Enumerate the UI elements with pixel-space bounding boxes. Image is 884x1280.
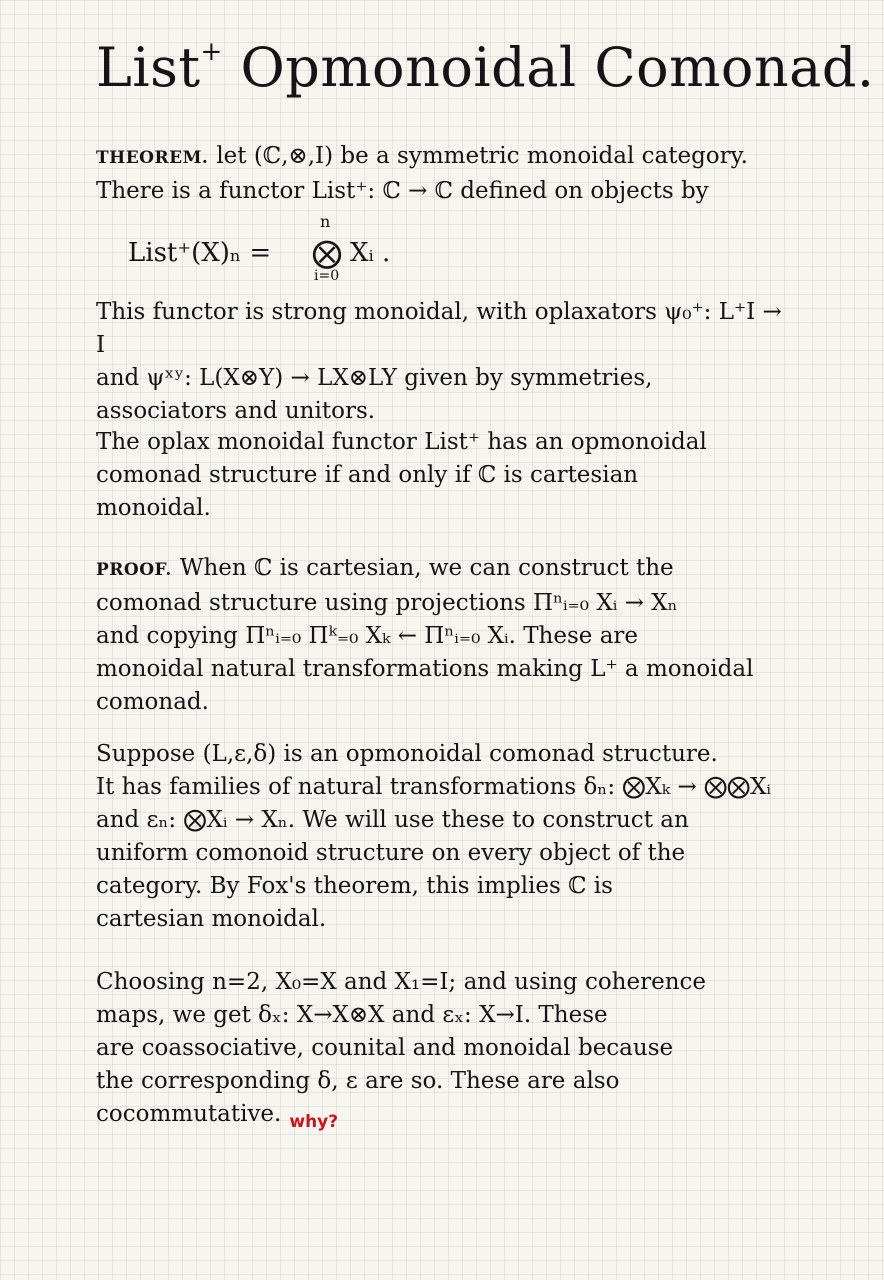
text-line: comonad structure using projections Πⁿᵢ₌₀ Xᵢ → Xₙ [96,590,678,616]
tensor-operator: ⨂ [312,236,342,271]
text-line: When ℂ is cartesian, we can construct the [179,555,674,581]
text-line: category. By Fox's theorem, this implies ℂ is [96,873,613,899]
text-line: and εₙ: ⨂Xᵢ → Xₙ. We will use these to construct an [96,807,689,833]
text-line: are coassociative, counital and monoidal because [96,1035,674,1061]
proof-block [96,552,796,719]
text-line: and copying Πⁿᵢ₌₀ Πᵏ₌₀ Xₖ ← Πⁿᵢ₌₀ Xᵢ. These are [96,623,639,649]
page-title [96,36,875,99]
title-sup: + [200,37,223,67]
list-formula [128,212,528,290]
text-line: It has families of natural transformations δₙ: ⨂Xₖ → ⨂⨂Xᵢ [96,774,772,800]
formula-upper-bound: n [320,212,331,231]
text-line: monoidal natural transformations making L⁺ a monoidal [96,656,754,682]
proof-label: PROOF. [96,560,172,580]
formula-lower-bound: i=0 [314,268,340,284]
paragraph-claim [96,426,796,525]
text-line: monoidal. [96,495,211,521]
title-rest: Opmonoidal Comonad. [240,36,875,99]
text-line: The oplax monoidal functor List⁺ has an opmonoidal [96,429,707,455]
formula-lhs: List⁺(X)ₙ = [128,238,272,268]
text-line: Suppose (L,ε,δ) is an opmonoidal comonad structure. [96,741,718,767]
text-line: Choosing n=2, X₀=X and X₁=I; and using coherence [96,969,707,995]
text-line: comonad. [96,689,209,715]
formula-rhs: Xᵢ . [350,238,391,268]
text-line: maps, we get δₓ: X→X⊗X and εₓ: X→I. These [96,1002,608,1028]
theorem-block [96,140,796,208]
text-line: and ψˣʸ: L(X⊗Y) → LX⊗LY given by symmetries, [96,365,653,391]
text-line: This functor is strong monoidal, with oplaxators ψ₀⁺: L⁺I → I [96,299,782,358]
paragraph-suppose [96,738,796,936]
text-line: associators and unitors. [96,398,376,424]
title-list: List [96,36,201,99]
theorem-line: There is a functor List⁺: ℂ → ℂ defined on objects by [96,178,709,204]
text-line: the corresponding δ, ε are so. These are also [96,1068,620,1094]
theorem-line: let (ℂ,⊗,I) be a symmetric monoidal category. [216,143,748,169]
text-line: cocommutative. [96,1101,282,1127]
text-line: comonad structure if and only if ℂ is cartesian [96,462,639,488]
why-annotation: why? [289,1112,339,1132]
text-line: uniform comonoid structure on every object of the [96,840,686,866]
theorem-label: THEOREM. [96,148,209,168]
paragraph-strong-monoidal [96,296,796,428]
text-line: cartesian monoidal. [96,906,327,932]
paragraph-choosing [96,966,796,1139]
